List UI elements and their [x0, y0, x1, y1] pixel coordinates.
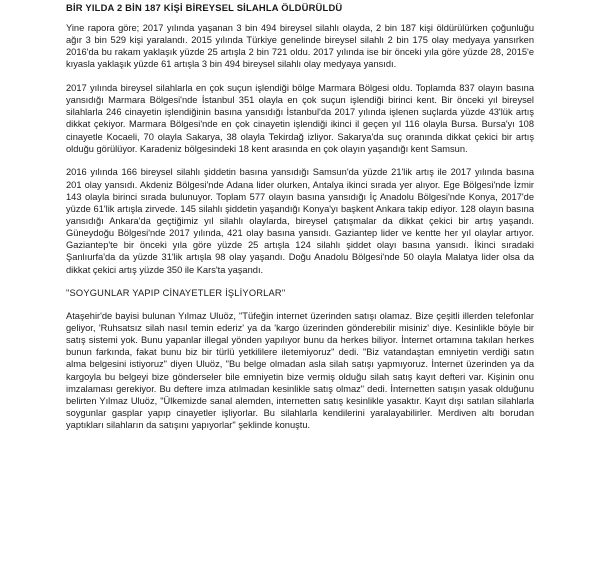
paragraph-dealer-quote: Ataşehir'de bayisi bulunan Yılmaz Uluöz, "Tüfeğin internet üzerinden satışı olamaz. Bize çeşitli illerden telefonlar geliyor, 'Ruhsatsız silah nasıl temin ederiz' ya da 'kargo üzerinden gönderebilir misiniz' diye. Kesinlikle böyle bir satış sistemi yok. Bunu yapanlar illegal yönden yapılıyor bunu da herkes biliyor. İnternet ortamına takılan herkes bunun farkında, fakat bunu biz bir türlü yetkililere iletemiyoruz" dedi. "Biz vatandaştan emniyetin verdiği satın alma belgesini istiyoruz" diyen Uluöz, "Bu belge olmadan asla silah satışı yapmıyoruz. İnternet üzerinden ya da kargoyla bu belgeyi bize gönderseler bile emniyetin bize vermiş olduğu silah satış kayıt defteri var. Kişinin onu imzalaması gerekiyor. Bu deftere imza atılmadan kesinlikle satış olmaz" dedi. İnternetten satışın yasak olduğunu belirten Yılmaz Uluöz, "Ülkemizde sanal alemden, internetten satış kesinlikle yasaktır. Kayıt dışı satılan silahlarla soygunlar gasplar yapıp cinayetler işliyorlar. Bu silahlarla kendilerini yaralayabilirler. Merdiven altı borudan yaptıkları silahların da satışını yapıyorlar" şeklinde konuştu.: [66, 310, 534, 431]
paragraph-overall-stats: Yine rapora göre; 2017 yılında yaşanan 3 bin 494 bireysel silahlı olayda, 2 bin 187 kişi öldürülürken çoğunluğu ağır 3 bin 529 kişi yaralandı. 2015 yılında Türkiye genelinde bireysel silahlı 2 bin 175 olay medyaya yansırken 2016'da bu rakam yaklaşık yüzde 25 artışla 2 bin 721 oldu. 2017 yılında ise bir önceki yıla göre yüzde 28, 2015'e kıyasla yaklaşık yüzde 61 artışla 3 bin 494 bireysel silahlı olay medyaya yansıdı.: [66, 23, 534, 70]
article-headline: BİR YILDA 2 BİN 187 KİŞİ BİREYSEL SİLAHLA ÖLDÜRÜLDÜ: [66, 2, 343, 13]
section-subheading: "SOYGUNLAR YAPIP CİNAYETLER İŞLİYORLAR": [66, 288, 286, 299]
paragraph-other-regions: 2016 yılında 166 bireysel silahlı şiddetin basına yansıdığı Samsun'da yüzde 21'lik artış ile 2017 yılında basına 201 olay yansıdı. Akdeniz Bölgesi'nde Adana lider olurken, Antalya ikinci sırada yer alıyor. Ege Bölgesi'nde İzmir 143 olayla birinci sırada bulunuyor. Toplam 577 olayın basına yansıdığı İç Anadolu Bölgesi'nde Konya, 2017'de yüzde 61'lik artışla zirvede. 145 silahlı şiddetin yaşandığı Konya'yı başkent Ankara takip ediyor. 128 olayın basına yansıdığı Ankara'da geçtiğimiz yıl silahlı olaylarda, bireysel çatışmalar da dikkat çekici bir artış yaşandı. Güneydoğu Bölgesi'nde 2017 yılında, 421 olay basına yansıdı. Gaziantep lider ve kentte her yıl olaylar artıyor. Gaziantep'te bir önceki yıla göre yüzde 25 artışla 124 silahlı şiddet olayı basına yansıdı. İkinci sıradaki Şanlıurfa'da da yüzde 31'lik artışla 98 olay yaşandı. Doğu Anadolu Bölgesi'nde 50 olayla Malatya lider olsa da dikkat çekici artış yüzde 350 ile Kars'ta yaşandı.: [66, 167, 534, 275]
document-page: [66, 2, 534, 443]
paragraph-marmara-region: 2017 yılında bireysel silahlarla en çok suçun işlendiği bölge Marmara Bölgesi oldu. Toplamda 837 olayın basına yansıdığı Marmara Bölgesi'nde İstanbul 351 olayla en çok suçun işlendiği birinci kent. Bir önceki yıl bireysel silahlarla 246 cinayetin işlendiğinin basına yansıdığı İstanbul'da 2017 yılında işlenen suçlarda yüzde 43'lük artış dikkat çekiyor. Marmara Bölgesi'nde en çok cinayetin işlendiği ikinci il geçen yıl 116 olayla Bursa. Bursa'yı 108 cinayetle Kocaeli, 70 olayla Sakarya, 38 olayla Tekirdağ izliyor. Sakarya'da suç oranında dikkat çekici bir artış olduğu görülüyor. Karadeniz bölgesindeki 18 kent arasında en çok olayın yaşandığı kent Samsun.: [66, 83, 534, 154]
